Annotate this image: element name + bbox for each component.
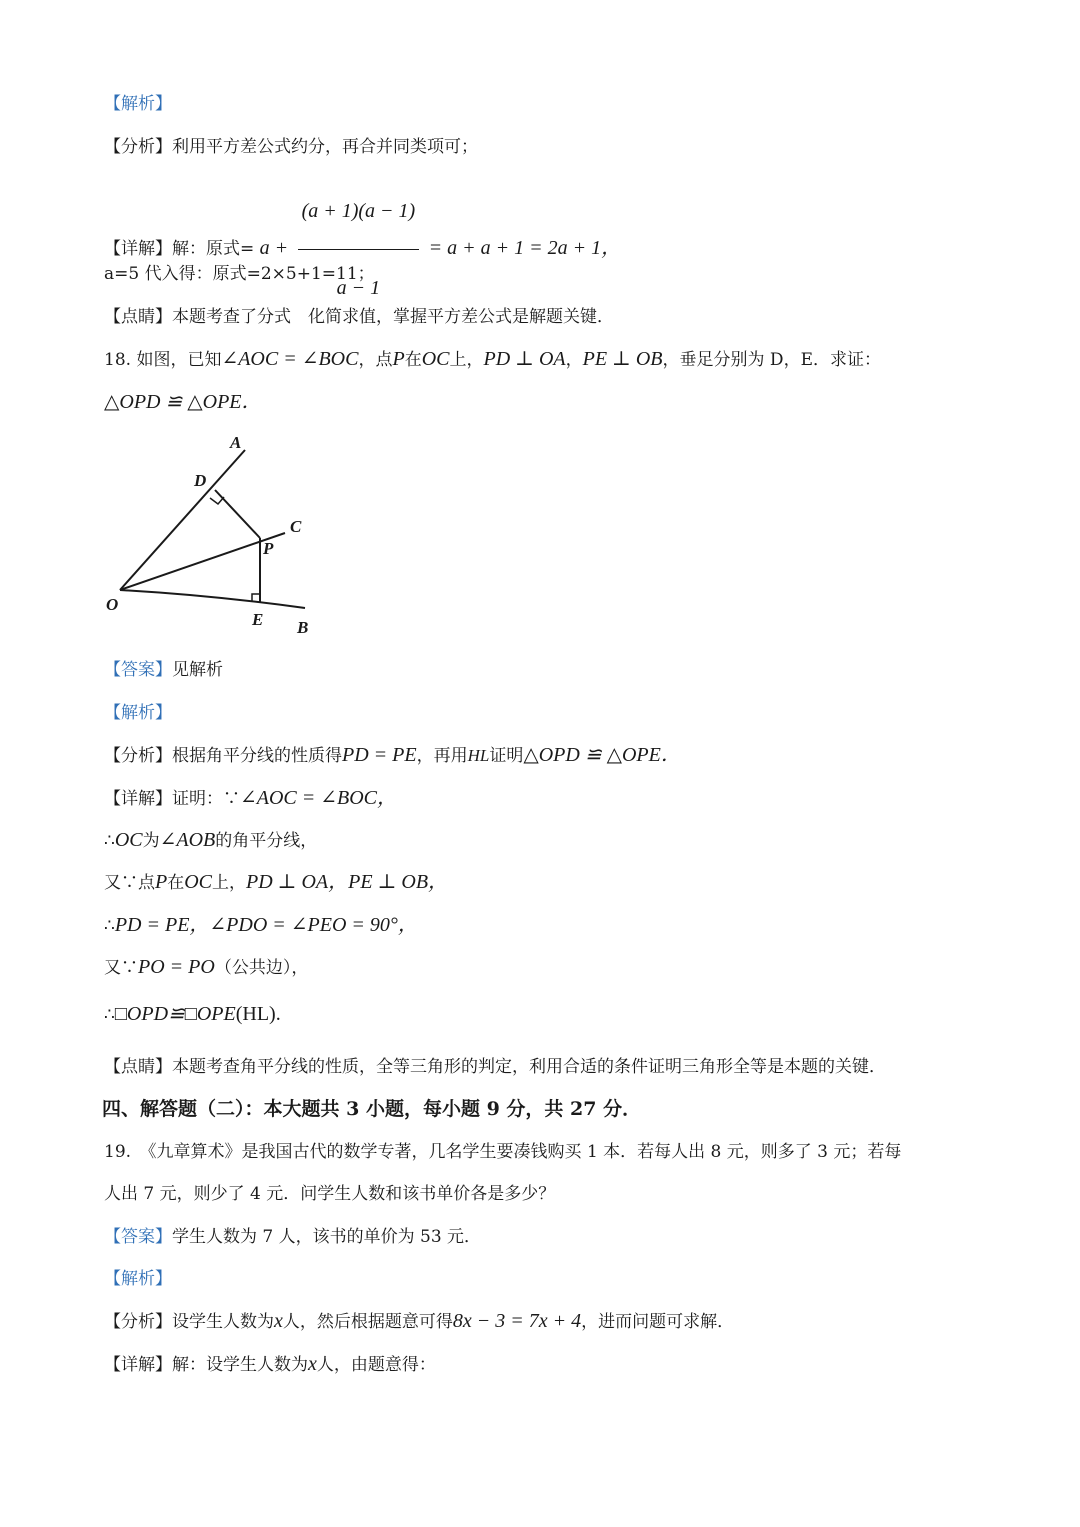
q18-xj-l6-hl: (HL). [235, 1003, 281, 1025]
q18-xj-l2-m2: ∠AOB [159, 829, 216, 851]
q18-xj-l3-m1: OC [184, 871, 213, 893]
q18-fenxi-t3: 证明 [489, 746, 524, 766]
q19-jiexi-tag: 【解析】 [104, 1269, 172, 1289]
q17-expr-tail: = a + a + 1 = 2a + 1， [428, 237, 622, 259]
q18-stem-t2: 在 [404, 350, 422, 370]
q17-expr-lead: a + [259, 237, 289, 259]
q18-daan [104, 658, 223, 682]
q19-fenxi-tag: 【分析】 [104, 1312, 172, 1332]
q18-xiangjie-tag: 【详解】 [104, 789, 172, 809]
q19-xj-t1: 解：设学生人数为 [172, 1355, 308, 1375]
q18-xj-l5-t: 又∵ [104, 958, 138, 978]
ray-ob [120, 590, 305, 608]
q17-dianjing-tag: 【点睛】 [104, 307, 172, 327]
q18-xj-l4-t: ∴ [104, 916, 115, 936]
q18-xj-l5-t2: （公共边）， [214, 958, 309, 978]
q19-daan [104, 1225, 481, 1249]
q18-jiexi-tag: 【解析】 [104, 703, 172, 723]
q18-stem-line2 [104, 390, 262, 415]
q17-fenxi-tag: 【分析】 [104, 137, 172, 157]
q18-stem-t3: 上， [449, 350, 484, 370]
label-d: D [194, 471, 207, 490]
q17-xiangjie-prefix: 解：原式= [172, 239, 255, 259]
q18-xj-l3-m2: PD ⊥ OA， [246, 871, 349, 893]
label-p: P [263, 539, 274, 558]
q18-figure [100, 430, 330, 640]
q18-fenxi-t2: ，再用 [416, 746, 468, 766]
q18-xj-l1-t: 证明：∵ [172, 789, 240, 809]
q18-stem-t4: ， [565, 350, 583, 370]
q17-fraction [298, 176, 420, 323]
q18-xj-l1-m: ∠AOC = ∠BOC， [240, 787, 398, 809]
q17-fenxi-text: 利用平方差公式约分，再合并同类项可； [172, 137, 478, 157]
q19-fenxi-equation: 8x − 3 = 7x + 4 [452, 1310, 582, 1332]
q18-xj-l3-t3: 上， [212, 873, 247, 893]
q19-fenxi-x: x [274, 1310, 283, 1332]
q18-stem-t5: ，垂足分别为 D，E．求证： [662, 350, 881, 370]
q19-fenxi [104, 1309, 734, 1334]
q18-fenxi-m2: △OPD ≌ △OPE． [523, 744, 681, 766]
q18-fenxi-hl: HL [467, 746, 490, 765]
q19-fenxi-t3: ，进而问题可求解． [581, 1312, 735, 1332]
label-a: A [230, 433, 242, 452]
q17-dianjing [104, 305, 614, 329]
q18-xj-l2-t3: 的角平分线， [215, 831, 318, 851]
q18-xj-l3-t2: 在 [167, 873, 185, 893]
q18-xj-l6-t: ∴ [104, 1005, 115, 1025]
q18-xj-line4 [104, 913, 418, 938]
q18-stem-claim: △OPD ≌ △OPE． [104, 391, 262, 413]
q18-stem-line1 [104, 347, 881, 372]
q19-xj-x: x [308, 1353, 317, 1375]
q18-fenxi [104, 743, 681, 768]
q18-stem-oc: OC [421, 348, 450, 370]
q18-xj-line5 [104, 955, 308, 980]
q19-xiangjie [104, 1352, 436, 1377]
q18-stem-math3: PE ⊥ OB [582, 348, 663, 370]
q18-xj-l2-t1: ∴ [104, 831, 115, 851]
q18-stem-math2: PD ⊥ OA [483, 348, 566, 370]
q17-jiexi-tag: 【解析】 [104, 94, 172, 114]
q18-xj-l5-m: PO = PO [138, 956, 215, 978]
q18-xj-l4-m: PD = PE，∠PDO = ∠PEO = 90°， [114, 914, 418, 936]
q18-xj-line6 [104, 1002, 281, 1027]
q18-stem-t1: ，点 [358, 350, 393, 370]
q18-fenxi-t1: 根据角平分线的性质得 [172, 746, 342, 766]
q18-xj-l2-m1: OC [114, 829, 143, 851]
q17-frac-den: a − 1 [336, 277, 381, 299]
q18-stem-p: P [392, 348, 405, 370]
q19-xiangjie-tag: 【详解】 [104, 1355, 172, 1375]
q19-fenxi-t1: 设学生人数为 [172, 1312, 274, 1332]
section-heading: 四、解答题（二）：本大题共 3 小题，每小题 9 分，共 27 分． [102, 1098, 642, 1120]
q18-xj-l3-t1: 又∵点 [104, 873, 155, 893]
label-c: C [290, 517, 302, 536]
label-e: E [252, 610, 264, 629]
label-o: O [106, 595, 119, 614]
q18-dianjing-tag: 【点睛】 [104, 1057, 172, 1077]
q18-daan-tag: 【答案】 [104, 660, 172, 680]
q19-daan-text: 学生人数为 7 人，该书的单价为 53 元． [172, 1227, 482, 1247]
label-b: B [297, 618, 309, 637]
q19-xj-t2: 人，由题意得： [316, 1355, 436, 1375]
q18-stem-math1: ∠AOC = ∠BOC [221, 348, 359, 370]
q17-xiangjie [104, 176, 621, 323]
q17-fenxi [104, 135, 478, 159]
q17-dianjing-text: 本题考查了分式 化简求值，掌握平方差公式是解题关键． [172, 307, 614, 327]
right-angle-e [252, 594, 260, 601]
q18-dianjing-text: 本题考查角平分线的性质，全等三角形的判定，利用合适的条件证明三角形全等是本题的关键． [172, 1057, 886, 1077]
q17-xiangjie-tag: 【详解】 [104, 239, 172, 259]
q18-xj-l6-m: □OPD≌□OPE [114, 1003, 236, 1025]
q18-dianjing [104, 1055, 886, 1079]
q18-xj-line1 [104, 786, 397, 811]
q19-stem-line2: 人出 7 元，则少了 4 元．问学生人数和该书单价各是多少？ [104, 1184, 556, 1204]
q17-frac-num: (a + 1)(a − 1) [298, 176, 420, 250]
segment-pd [215, 490, 260, 538]
q18-jiexi [104, 701, 172, 725]
q18-stem-num: 18. 如图，已知 [104, 350, 222, 370]
q18-xj-line2 [104, 828, 317, 853]
q18-xj-l3-p: P [155, 871, 168, 893]
q18-xj-l2-t2: 为 [142, 831, 160, 851]
q18-fenxi-tag: 【分析】 [104, 746, 172, 766]
q19-stem-line1: 19. 《九章算术》是我国古代的数学专著，几名学生要凑钱购买 1 本．若每人出 8 元，则多了 3 元；若每 [104, 1142, 902, 1162]
q19-fenxi-t2: 人，然后根据题意可得 [282, 1312, 453, 1332]
q18-xj-line3 [104, 870, 448, 895]
q18-daan-text: 见解析 [172, 660, 223, 680]
q18-xj-l3-m3: PE ⊥ OB， [348, 871, 449, 893]
q19-daan-tag: 【答案】 [104, 1227, 172, 1247]
q18-fenxi-m1: PD = PE [342, 744, 417, 766]
q19-jiexi [104, 1267, 172, 1291]
q17-subst: a=5 代入得：原式=2×5+1=11； [104, 264, 375, 284]
